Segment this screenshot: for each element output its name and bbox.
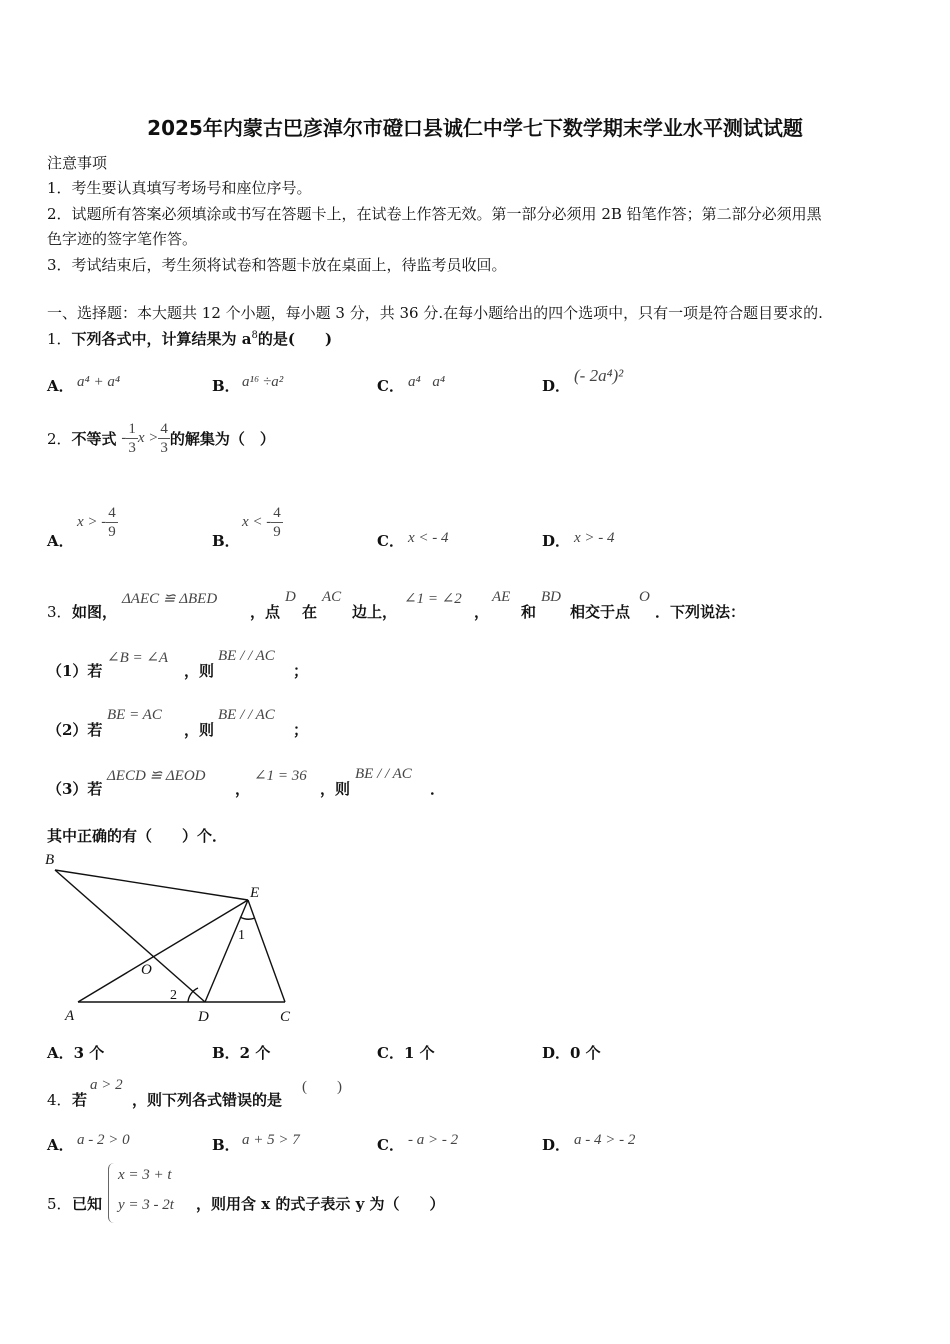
page-title: 2025年内蒙古巴彦淖尔市磴口县诚仁中学七下数学期末学业水平测试试题 [147, 116, 803, 140]
q1-option-c: a⁴⃞a⁴ [408, 374, 446, 390]
question-1 [47, 328, 332, 349]
q2-option-d-label: D． [542, 532, 571, 550]
q3-t1: 如图， [72, 603, 118, 621]
q2-option-b-frac [271, 504, 283, 541]
label-b: B [45, 852, 55, 868]
q3-s3-comma: ， [235, 780, 251, 798]
segment-ec [248, 900, 285, 1002]
label-a: A [65, 1008, 75, 1024]
q5-brace [108, 1163, 115, 1223]
q3-m5: AE [492, 589, 511, 605]
q1-option-b: a¹⁶ ÷a² [242, 374, 284, 390]
q3-option-d: D．0 个 [542, 1044, 601, 1062]
q3-m3: AC [322, 589, 342, 605]
q2-f2-den: 3 [160, 440, 168, 456]
q2-pre: 不等式 [71, 430, 117, 448]
q4-number: 4． [47, 1091, 72, 1109]
q2-option-b-label: B． [212, 532, 240, 550]
q2-option-a-label: A． [47, 532, 74, 550]
q3-s2-end: ； [293, 721, 309, 739]
q3-s3-m3: BE / / AC [355, 766, 412, 782]
q3-option-a: A．3 个 [47, 1044, 105, 1062]
q3-s1-mid: ，则 [184, 662, 215, 680]
q3-m2: D [285, 589, 296, 605]
q3-s1-pre: （1）若 [47, 662, 103, 680]
q1-text: 下列各式中，计算结果为 a [71, 330, 252, 348]
notice-heading: 注意事项 [47, 154, 108, 172]
label-angle-1: 1 [238, 928, 245, 943]
section-heading: 一、选择题：本大题共 12 个小题，每小题 3 分，共 36 分.在每小题给出的四个选项中，只有一项是符合题目要求的. [47, 304, 823, 322]
q4-post: ，则下列各式错误的是 [132, 1091, 283, 1109]
q3-m6: BD [541, 589, 561, 605]
q3-m1: ΔAEC ≌ ΔBED [122, 591, 218, 607]
label-d: D [198, 1009, 209, 1025]
q1-option-b-label: B． [212, 377, 240, 395]
q4-option-d: a - 4 > - 2 [574, 1132, 636, 1148]
q1-option-a-label: A． [47, 377, 74, 395]
q4-option-c: - a > - 2 [408, 1132, 459, 1148]
q5-post: ，则用含 x 的式子表示 y 为（ ） [196, 1195, 445, 1213]
q4-option-d-label: D． [542, 1136, 571, 1154]
q5-pre: 已知 [72, 1195, 103, 1213]
q2-fraction-2 [158, 420, 170, 457]
question-2 [47, 420, 275, 457]
q2-neg: - [121, 430, 127, 446]
q1-option-d: (- 2a⁴)² [574, 366, 624, 385]
q2-option-c-label: C． [377, 532, 404, 550]
q2-option-b-den: 9 [273, 524, 281, 540]
q3-s2-m2: BE / / AC [218, 707, 275, 723]
q3-option-b: B．2 个 [212, 1044, 271, 1062]
q1-option-c-label: C． [377, 377, 404, 395]
q5-eq-2: y = 3 - 2t [118, 1197, 174, 1213]
q1-tail: 的是( ) [257, 330, 333, 348]
q3-t6: 和 [521, 603, 537, 621]
q3-s3-m2: ∠1 = 36 [254, 768, 307, 784]
q3-s3-end: ． [430, 780, 446, 798]
q3-s3-mid: ，则 [320, 780, 351, 798]
segment-de [205, 900, 248, 1002]
q2-option-a-frac [106, 504, 118, 541]
q2-f2-num: 4 [160, 421, 168, 437]
q4-option-b: a + 5 > 7 [242, 1132, 300, 1148]
q4-option-b-label: B． [212, 1136, 240, 1154]
q3-ask: 其中正确的有（ ）个． [47, 827, 228, 845]
q3-s3-pre: （3）若 [47, 780, 103, 798]
q2-fraction-1 [126, 420, 138, 457]
q3-s2-mid: ，则 [184, 721, 215, 739]
q3-s2-m1: BE = AC [107, 707, 162, 723]
q2-number: 2． [47, 430, 72, 448]
q1-option-d-label: D． [542, 377, 571, 395]
q2-option-a-den: 9 [108, 524, 116, 540]
notice-item-2b: 色字迹的签字笔作答。 [47, 230, 198, 248]
angle-1-arc [240, 917, 255, 919]
q4-option-a-label: A． [47, 1136, 74, 1154]
q2-f1-den: 3 [128, 440, 136, 456]
q1-sup: 8 [251, 330, 258, 341]
q5-eq-1: x = 3 + t [118, 1167, 172, 1183]
q4-pre: 若 [72, 1091, 88, 1109]
q3-t5: ， [474, 603, 490, 621]
q1-option-a: a⁴ + a⁴ [77, 374, 121, 390]
q2-f1-num: 1 [128, 421, 136, 437]
q3-t3: 在 [302, 603, 318, 621]
q2-post: 的解集为（ ） [169, 430, 275, 448]
q3-figure [40, 848, 300, 1028]
q2-option-b-pre: x < - [242, 514, 272, 530]
q2-option-b-num: 4 [273, 505, 281, 521]
q3-s3-m1: ΔECD ≌ ΔEOD [107, 768, 206, 784]
q3-s1-m1: ∠B = ∠A [107, 650, 169, 666]
q3-option-c: C．1 个 [377, 1044, 435, 1062]
segment-ae [78, 900, 248, 1002]
q3-number: 3． [47, 603, 72, 621]
q3-t7: 相交于点 [570, 603, 631, 621]
q2-option-d: x > - 4 [574, 530, 615, 546]
q2-mid: x > [137, 430, 159, 446]
notice-item-1: 1．考生要认真填写考场号和座位序号。 [47, 179, 312, 197]
q3-s2-pre: （2）若 [47, 721, 103, 739]
q3-m7: O [639, 589, 650, 605]
q2-option-a-num: 4 [108, 505, 116, 521]
q3-m4: ∠1 = ∠2 [404, 591, 462, 607]
q4-paren: ( ) [302, 1079, 342, 1095]
q3-t8: ．下列说法： [655, 603, 746, 621]
notice-item-2a: 2．试题所有答案必须填涂或书写在答题卡上，在试卷上作答无效。第一部分必须用 2B 铅笔作答；第二部分必须用黑 [47, 205, 822, 223]
q2-option-c: x < - 4 [408, 530, 449, 546]
q4-option-a: a - 2 > 0 [77, 1132, 130, 1148]
q3-t4: 边上， [352, 603, 398, 621]
q4-option-c-label: C． [377, 1136, 404, 1154]
notice-item-3: 3．考试结束后，考生须将试卷和答题卡放在桌面上，待监考员收回。 [47, 256, 507, 274]
label-c: C [280, 1009, 291, 1025]
q3-s1-end: ； [293, 662, 309, 680]
q5-number: 5． [47, 1195, 72, 1213]
label-e: E [250, 885, 260, 901]
q4-math: a > 2 [90, 1077, 123, 1093]
q2-option-a-pre: x > - [77, 514, 107, 530]
q1-number: 1． [47, 330, 72, 348]
label-o: O [141, 962, 152, 978]
q3-s1-m2: BE / / AC [218, 648, 275, 664]
q3-t2: ，点 [250, 603, 281, 621]
label-angle-2: 2 [170, 988, 177, 1003]
